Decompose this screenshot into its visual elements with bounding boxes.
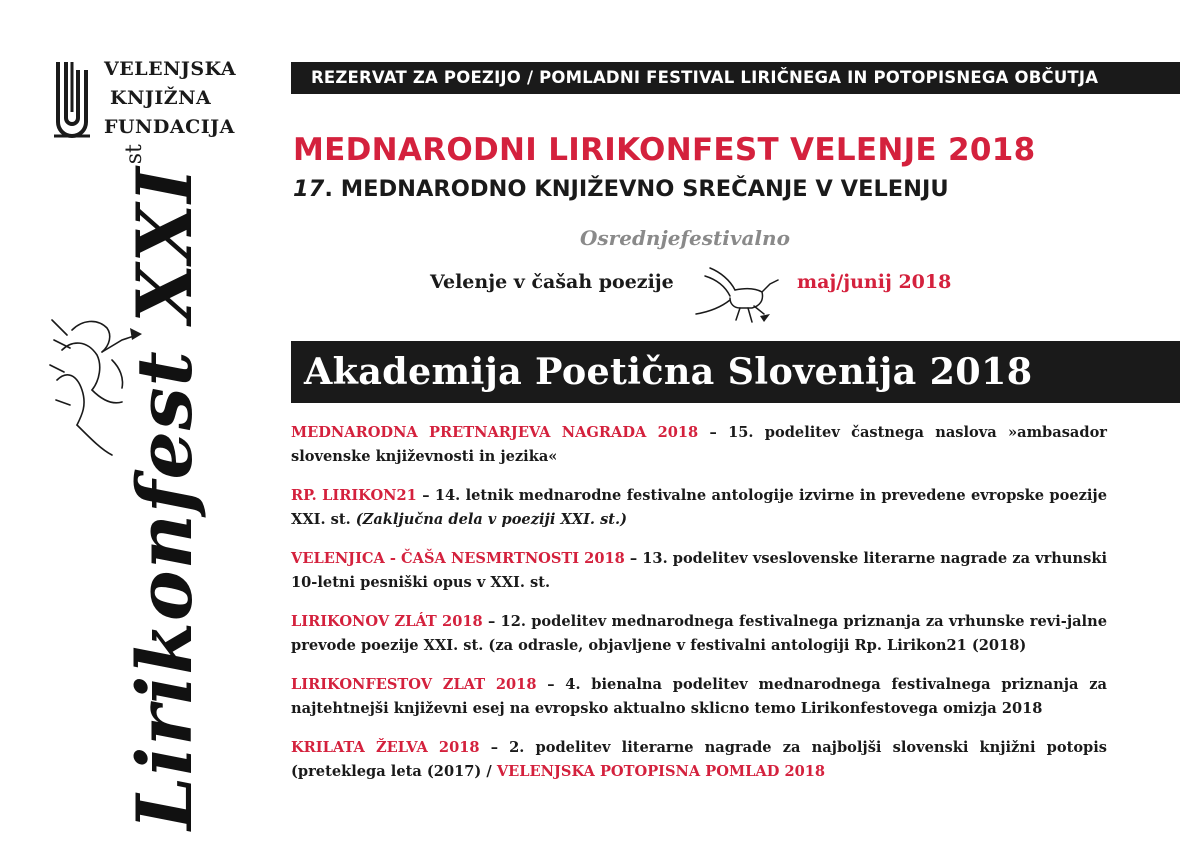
- logo-line-2: KNJIŽNA: [110, 87, 212, 109]
- top-banner: REZERVAT ZA POEZIJO / POMLADNI FESTIVAL LIRIČNEGA IN POTOPISNEGA OBČUTJA: [291, 62, 1180, 94]
- list-item: [291, 484, 1107, 532]
- item-text: – 15. podelitev častnega naslova »ambasador slovenske književnosti in jezika«: [291, 424, 1107, 465]
- festival-date: maj/junij 2018: [797, 271, 952, 293]
- item-text: – 4. bienalna podelitev mednarodnega festivalnega priznanja za najtehtnejši književni esej na evropsko aktualno sklicno temo Lirikonfestovega omizja 2018: [291, 676, 1107, 717]
- item-text: – 2. podelitev literarne nagrade za najboljši slovenski knjižni potopis (preteklega leta (2017) /: [291, 739, 1108, 780]
- list-item: [291, 610, 1107, 658]
- edition-number: 17: [293, 176, 325, 202]
- pegasus-icon: [690, 258, 790, 328]
- fundacija-logo: [52, 56, 252, 146]
- item-title: LIRIKONFESTOV ZLAT 2018: [291, 676, 537, 693]
- item-text: – 12. podelitev mednarodnega festivalnega priznanja za vrhunske revi-jalne prevode poezije XXI. st. (za odrasle, objavljene v festivalni antologiji Rp. Lirikon21 (2018): [291, 613, 1108, 654]
- list-item: [291, 547, 1107, 595]
- item-title: KRILATA ŽELVA 2018: [291, 739, 480, 756]
- item-title: RP. LIRIKON21: [291, 487, 417, 504]
- item-italic-note: (Zaključna dela v poeziji XXI. st.): [355, 511, 628, 528]
- item-tail: VELENJSKA POTOPISNA POMLAD 2018: [496, 763, 826, 780]
- osrednje-label: Osrednjefestivalno: [580, 226, 790, 250]
- vertical-title: [120, 144, 209, 830]
- sub-title-text: . MEDNARODNO KNJIŽEVNO SREČANJE V VELENJU: [324, 176, 949, 202]
- paperclip-logo-icon: [52, 60, 92, 142]
- item-title: VELENJICA - ČAŠA NESMRTNOSTI 2018: [291, 550, 625, 567]
- item-title: LIRIKONOV ZLÁT 2018: [291, 613, 483, 630]
- akademija-banner: Akademija Poetična Slovenija 2018: [291, 341, 1180, 403]
- item-text: – 14. letnik mednarodne festivalne antologije izvirne in prevedene evropske poezije XXI. st.: [291, 487, 1107, 528]
- main-title: MEDNARODNI LIRIKONFEST VELENJE 2018: [293, 132, 1036, 168]
- list-item: [291, 673, 1107, 721]
- tagline: Velenje v čašah poezije: [430, 271, 674, 293]
- vertical-title-text: Lirikonfest XXI: [120, 166, 209, 830]
- item-title: MEDNARODNA PRETNARJEVA NAGRADA 2018: [291, 424, 699, 441]
- list-item: [291, 736, 1107, 784]
- awards-list: [291, 421, 1107, 799]
- list-item: [291, 421, 1107, 469]
- vertical-title-sup: st: [122, 144, 147, 165]
- sub-title: [293, 176, 949, 202]
- logo-line-1: VELENJSKA: [104, 58, 237, 80]
- logo-line-3: FUNDACIJA: [104, 116, 235, 138]
- item-text: – 13. podelitev vseslovenske literarne nagrade za vrhunski 10-letni pesniški opus v XXI. st.: [291, 550, 1107, 591]
